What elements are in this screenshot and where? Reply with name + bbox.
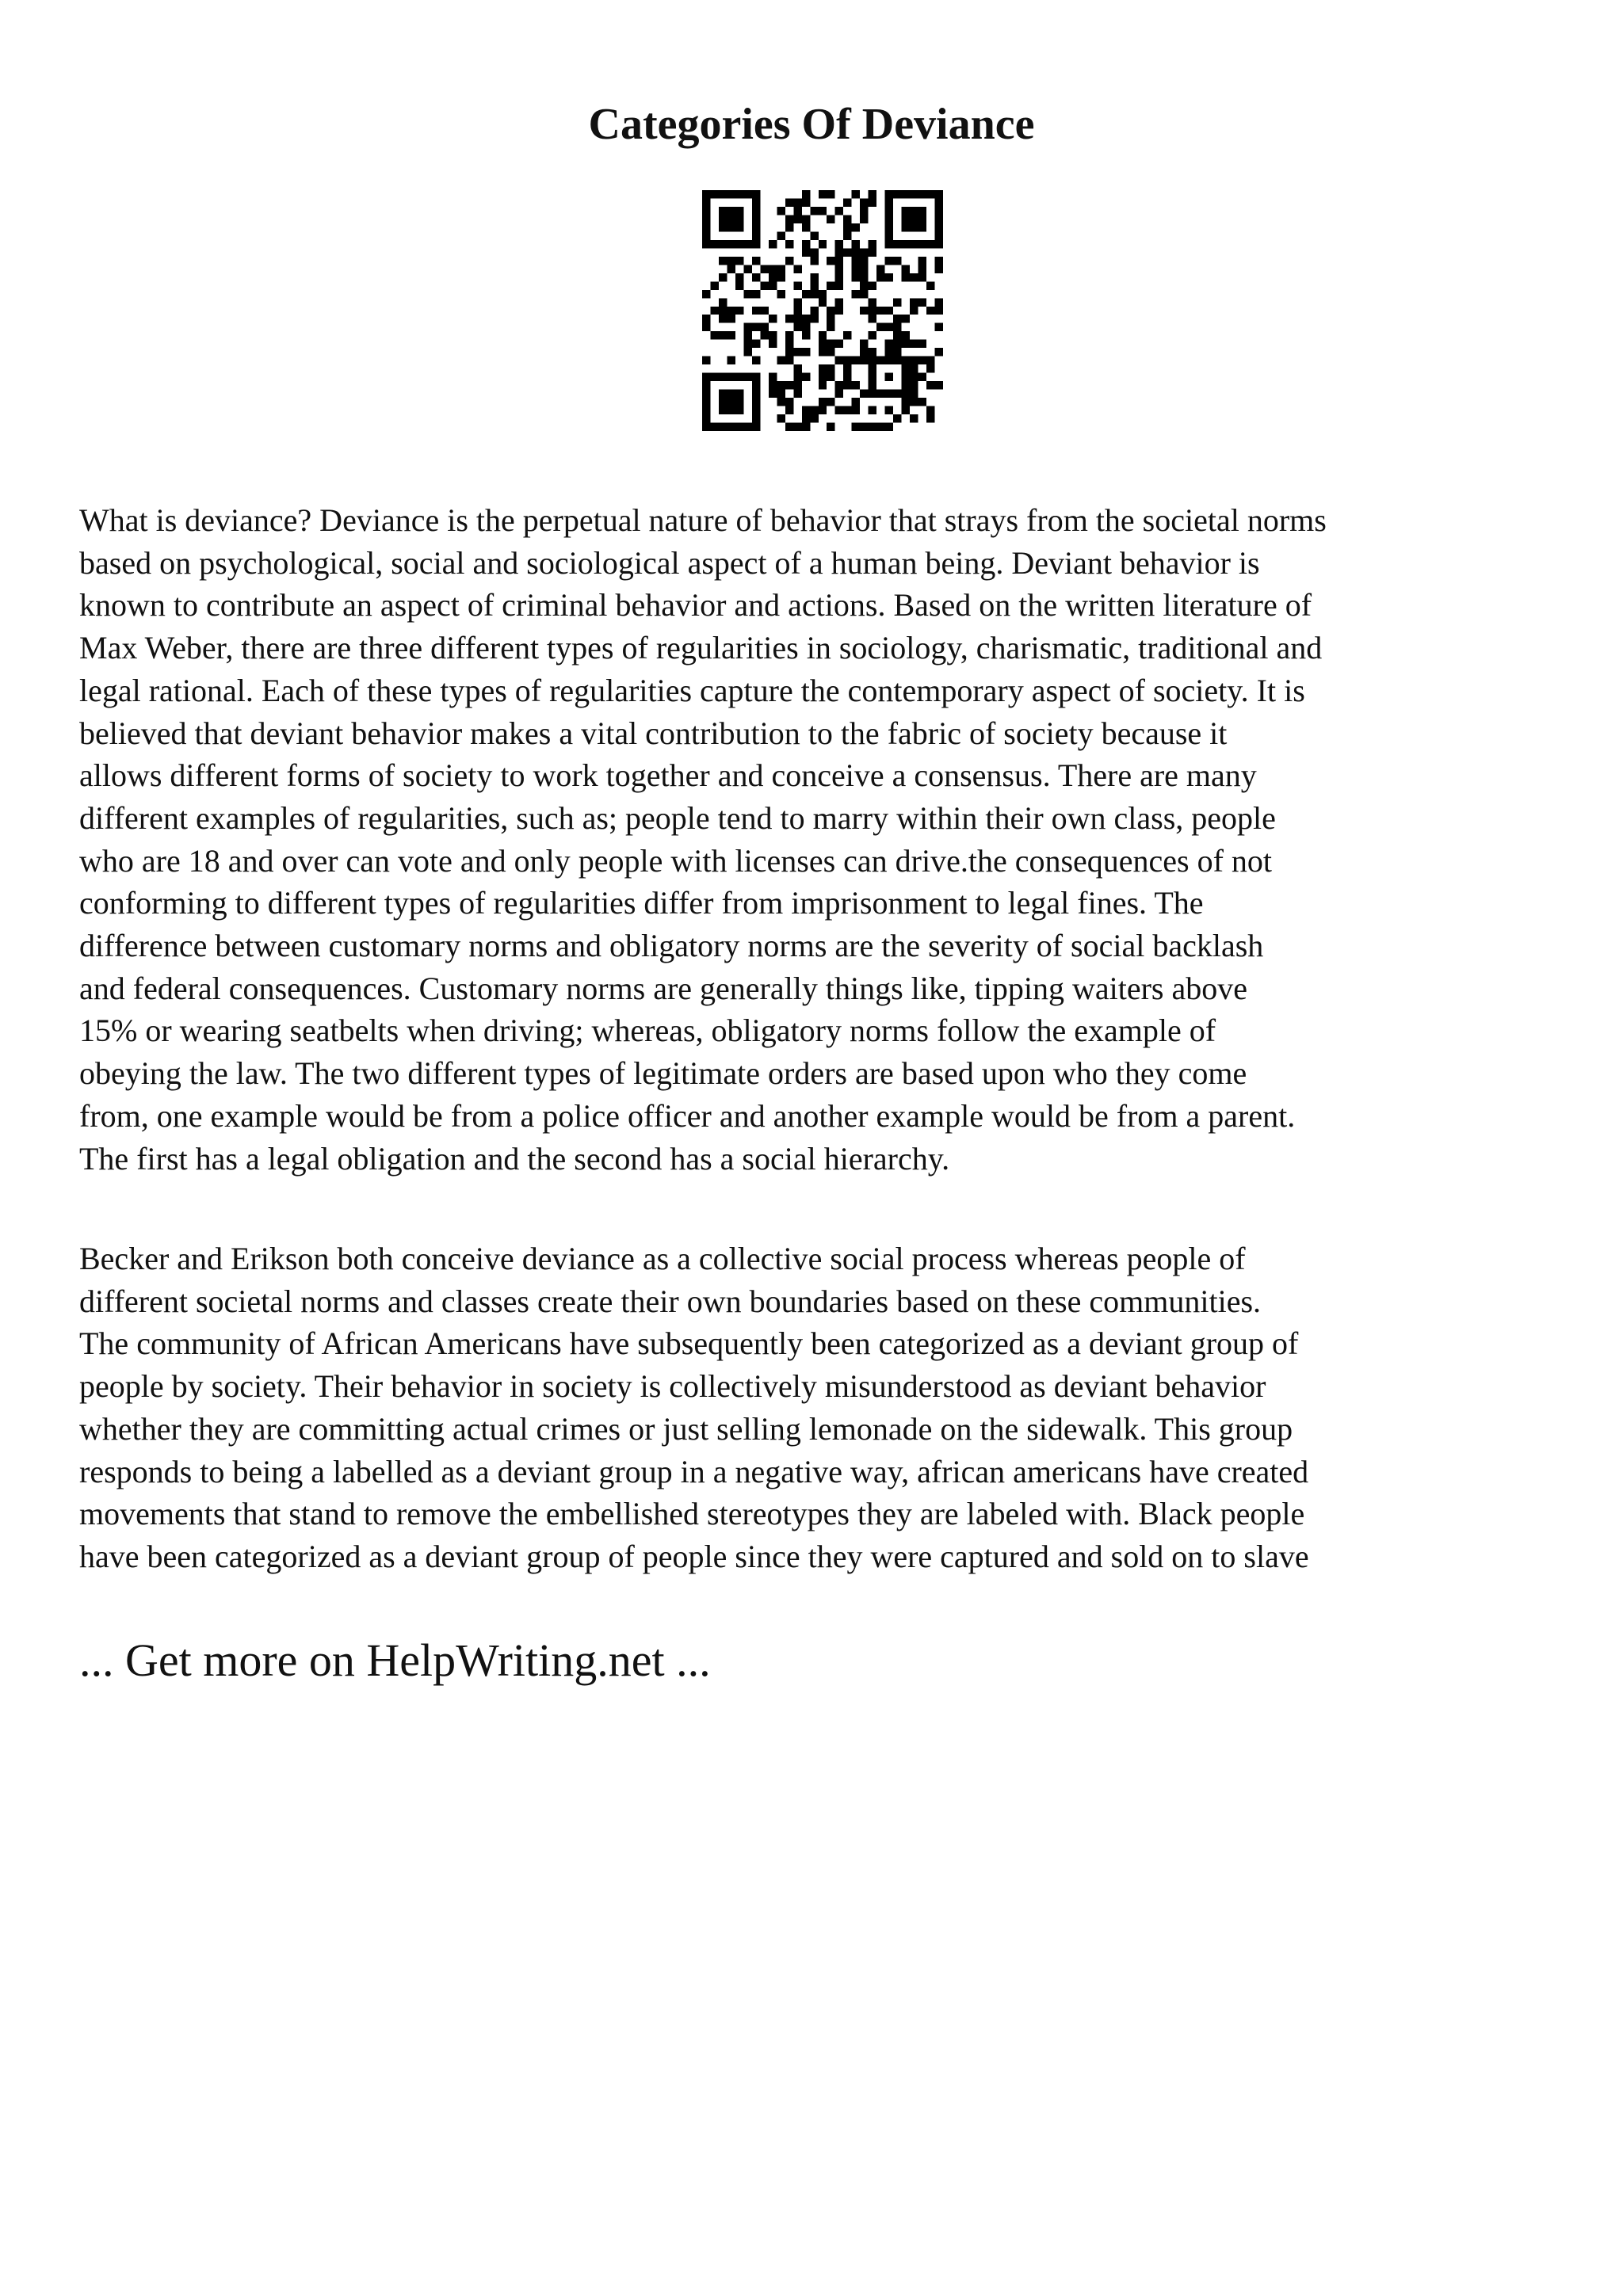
get-more-link[interactable]: ... Get more on HelpWriting.net ... [79, 1634, 711, 1686]
document-title: Categories Of Deviance [588, 100, 1035, 149]
body-paragraph-2: Becker and Erikson both conceive deviance as a collective social process whereas people of different societal norms and classes create their own boundaries based on these communities. The community of African Americans have subsequently been categorized as a deviant group of people by society. Their behavior in society is collectively misunderstood as deviant behavior whether they are committing actual crimes or just selling lemonade on the sidewalk. This group responds to being a labelled as a deviant group in a negative way, african americans have created movements that stand to remove the embellished stereotypes they are labeled with. Black people have been categorized as a deviant group of people since they were captured and sold on to slave [79, 1241, 1309, 1574]
qr-code-icon[interactable] [702, 190, 943, 431]
body-paragraph-1: What is deviance? Deviance is the perpetual nature of behavior that strays from the societal norms based on psychological, social and sociological aspect of a human being. Deviant behavior is known to contribute an aspect of criminal behavior and actions. Based on the written literature of Max Weber, there are three different types of regularities in sociology, charismatic, traditional and legal rational. Each of these types of regularities capture the contemporary aspect of society. It is believed that deviant behavior makes a vital contribution to the fabric of society because it allows different forms of society to work together and conceive a consensus. There are many different examples of regularities, such as; people tend to marry within their own class, people who are 18 and over can vote and only people with licenses can drive.the consequences of not conforming to different types of regularities differ from imprisonment to legal fines. The difference between customary norms and obligatory norms are the severity of social backlash and federal consequences. Customary norms are generally things like, tipping waiters above 15% or wearing seatbelts when driving; whereas, obligatory norms follow the example of obeying the law. The two different types of legitimate orders are based upon who they come from, one example would be from a police officer and another example would be from a parent. The first has a legal obligation and the second has a social hierarchy. [79, 502, 1327, 1177]
